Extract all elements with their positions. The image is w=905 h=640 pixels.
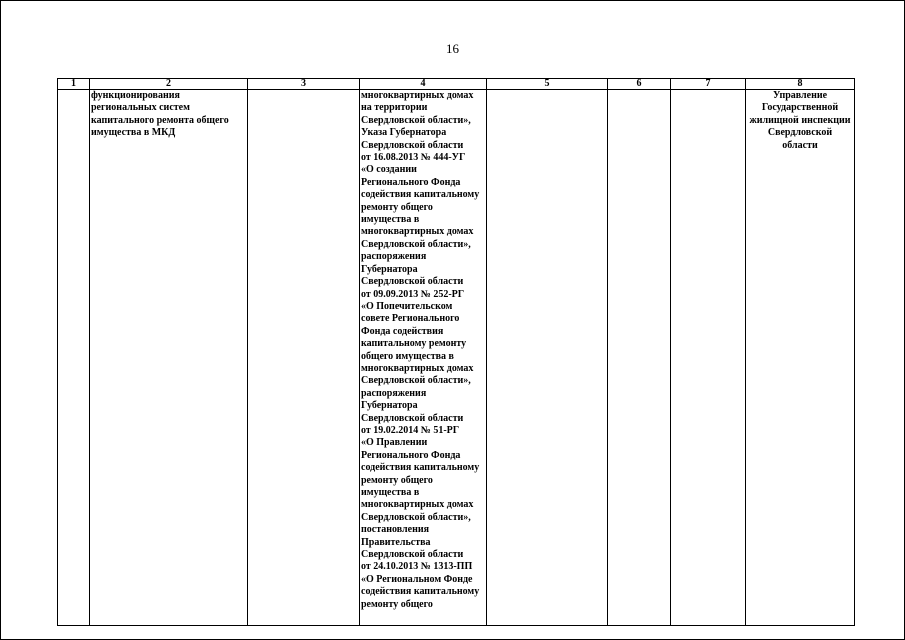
text-line: совете Регионального — [361, 313, 460, 325]
text-line: Свердловской области», — [361, 114, 471, 126]
column-header-6: 6 — [608, 79, 671, 90]
cell-col8 — [746, 90, 855, 626]
text-line: Свердловской области», — [361, 375, 471, 387]
text-line: Свердловской области — [361, 276, 464, 288]
text-line: «О создании — [361, 164, 417, 176]
text-line: Свердловской — [767, 127, 833, 139]
text-line: Регионального Фонда — [361, 176, 461, 188]
text-line: Правительства — [361, 536, 431, 548]
text-line: Регионального Фонда — [361, 449, 461, 461]
text-line: имущества в МКД — [91, 127, 176, 139]
text-line: Свердловской области — [361, 139, 464, 151]
column-header-8: 8 — [746, 79, 855, 90]
text-line: общего имущества в — [361, 350, 454, 362]
column-header-5: 5 — [487, 79, 608, 90]
text-line: капитальному ремонту — [361, 338, 467, 350]
text-line: Фонда содействия — [361, 325, 444, 337]
text-line: многоквартирных домах — [361, 90, 474, 101]
text-line: распоряжения — [361, 251, 427, 263]
cell-col1 — [58, 90, 90, 626]
text-line: содействия капитальному — [361, 462, 480, 474]
text-line: функционирования — [91, 90, 180, 101]
text-line: Свердловской области — [361, 549, 464, 561]
text-line: содействия капитальному — [361, 189, 480, 201]
column-header-2: 2 — [90, 79, 248, 90]
column-header-1: 1 — [58, 79, 90, 90]
text-line: Губернатора — [361, 263, 418, 275]
text-line: от 09.09.2013 № 252-РГ — [361, 288, 465, 300]
text-line: имущества в — [361, 487, 420, 498]
column-header-7: 7 — [671, 79, 746, 90]
text-line: от 24.10.2013 № 1313-ПП — [361, 561, 473, 573]
cell-col5 — [487, 90, 608, 626]
text-line: Губернатора — [361, 400, 418, 412]
text-line: ремонту общего — [361, 201, 433, 213]
text-line: на территории — [361, 102, 428, 114]
text-line: региональных систем — [91, 102, 190, 114]
text-line: «О Региональном Фонде — [361, 573, 473, 585]
text-line: «О Правлении — [361, 437, 428, 449]
page-number: 16 — [446, 41, 459, 56]
text-line: многоквартирных домах — [361, 226, 474, 238]
table-row — [58, 90, 855, 626]
text-line: Свердловской области», — [361, 238, 471, 250]
text-line: распоряжения — [361, 387, 427, 399]
text-line: жилищной инспекции — [749, 114, 851, 126]
text-line: многоквартирных домах — [361, 362, 474, 374]
table-header-row — [58, 79, 855, 90]
cell-col2 — [90, 90, 248, 626]
cell-col3 — [248, 90, 360, 626]
text-line: Указа Губернатора — [361, 127, 447, 139]
text-line: ремонту общего — [361, 474, 433, 486]
text-line: имущества в — [361, 214, 420, 226]
text-line: «О Попечительском — [361, 300, 453, 312]
column-header-3: 3 — [248, 79, 360, 90]
text-line: постановления — [361, 524, 429, 536]
cell-col6 — [608, 90, 671, 626]
text-line: области — [782, 139, 818, 151]
column-header-4: 4 — [360, 79, 487, 90]
text-line: Управление — [772, 90, 828, 101]
text-line: Свердловской области», — [361, 511, 471, 523]
text-line: Свердловской области — [361, 412, 464, 424]
text-line: от 16.08.2013 № 444-УГ — [361, 152, 466, 164]
text-line: многоквартирных домах — [361, 499, 474, 511]
cell-col7 — [671, 90, 746, 626]
document-table — [57, 78, 855, 626]
text-line: ремонту общего — [361, 598, 433, 610]
text-line: Государственной — [761, 102, 839, 114]
cell-col4 — [360, 90, 487, 626]
text-line: капитального ремонта общего — [91, 114, 229, 126]
text-line: от 19.02.2014 № 51-РГ — [361, 424, 460, 436]
text-line: содействия капитальному — [361, 586, 480, 598]
